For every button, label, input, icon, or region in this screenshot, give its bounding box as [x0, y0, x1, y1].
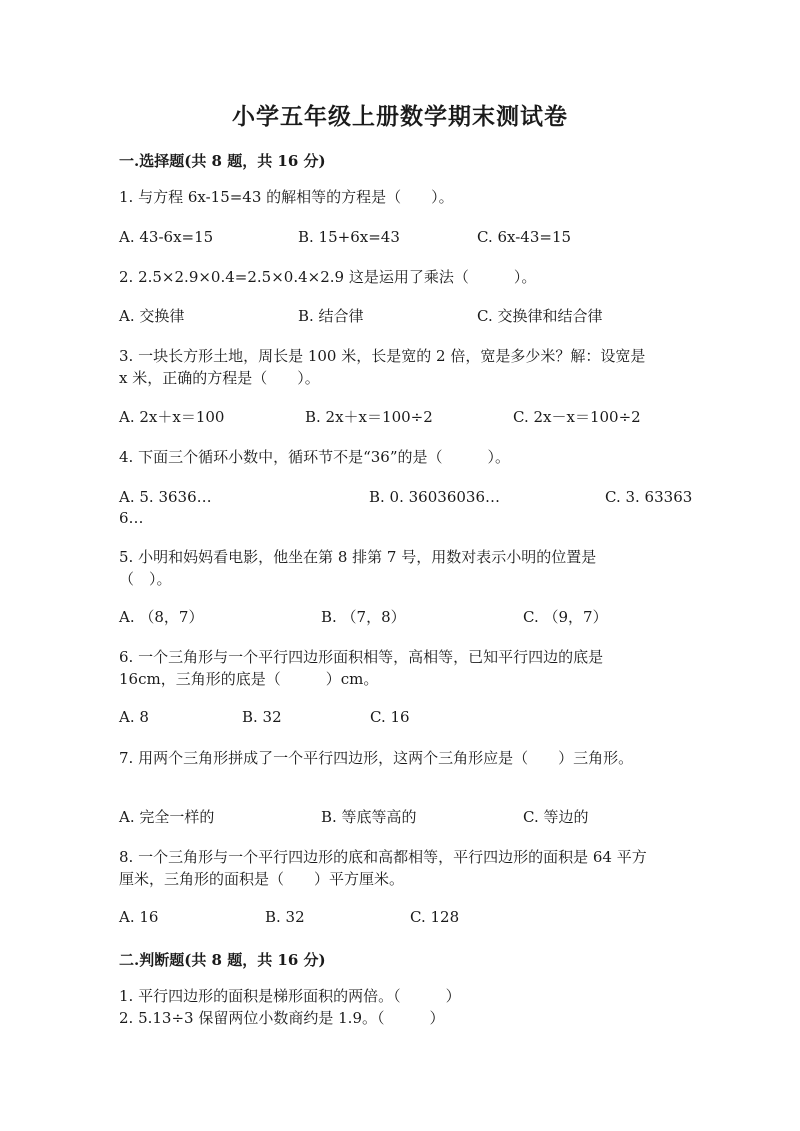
question-1-options: [119, 226, 689, 248]
judgment-1: 1. 平行四边形的面积是梯形面积的两倍。（ ）: [119, 987, 461, 1005]
judgment-2: 2. 5.13÷3 保留两位小数商约是 1.9。（ ）: [119, 1009, 445, 1027]
option-a[interactable]: A. 43-6x=15: [119, 228, 214, 246]
option-a[interactable]: A. 交换律: [119, 307, 185, 325]
option-b[interactable]: B. 结合律: [298, 307, 364, 325]
option-c-continuation: 6…: [119, 509, 144, 527]
question-8-line-1: 8. 一个三角形与一个平行四边形的底和高都相等，平行四边形的面积是 64 平方: [119, 848, 647, 866]
question-8-options: [119, 906, 689, 928]
question-5-line-1: 5. 小明和妈妈看电影，他坐在第 8 排第 7 号，用数对表示小明的位置是: [119, 548, 597, 566]
option-c[interactable]: C. 6x-43=15: [477, 228, 572, 246]
option-b[interactable]: B. 0. 36036036…: [369, 488, 500, 506]
question-5-line-2: （ ）。: [119, 570, 172, 588]
question-5-options: [119, 606, 689, 628]
option-b[interactable]: B. 32: [242, 708, 282, 726]
question-3-line-2: x 米，正确的方程是（ ）。: [119, 369, 320, 387]
question-2-options: [119, 305, 689, 327]
option-c[interactable]: C. 交换律和结合律: [477, 307, 603, 325]
option-b[interactable]: B. 2x＋x＝100÷2: [305, 408, 433, 426]
question-6-options: [119, 706, 689, 728]
question-8-line-2: 厘米，三角形的面积是（ ）平方厘米。: [119, 870, 405, 888]
question-4-options: [119, 486, 693, 508]
option-a[interactable]: A. 16: [119, 908, 159, 926]
question-6-line-1: 6. 一个三角形与一个平行四边形面积相等，高相等，已知平行四边的底是: [119, 648, 604, 666]
option-b[interactable]: B. 15+6x=43: [298, 228, 400, 246]
question-5: [119, 546, 679, 590]
question-2: 2. 2.5×2.9×0.4=2.5×0.4×2.9 这是运用了乘法（ ）。: [119, 268, 537, 286]
section-heading-judgment: 二.判断题(共 8 题，共 16 分): [119, 951, 326, 969]
question-3-options: [119, 406, 689, 428]
option-b[interactable]: B. （7，8）: [321, 608, 406, 626]
question-3-line-1: 3. 一块长方形土地，周长是 100 米，长是宽的 2 倍，宽是多少米？解：设宽是: [119, 347, 646, 365]
option-a[interactable]: A. 8: [119, 708, 149, 726]
page-title: 小学五年级上册数学期末测试卷: [232, 103, 568, 130]
option-b[interactable]: B. 等底等高的: [321, 808, 417, 826]
question-6-line-2: 16cm，三角形的底是（ ）cm。: [119, 670, 379, 688]
option-c[interactable]: C. 2x－x＝100÷2: [513, 408, 641, 426]
option-a[interactable]: A. 完全一样的: [119, 808, 215, 826]
question-6: [119, 646, 679, 690]
question-8: [119, 846, 679, 890]
option-c[interactable]: C. （9，7）: [523, 608, 608, 626]
option-a[interactable]: A. 5. 3636…: [119, 488, 212, 506]
option-c[interactable]: C. 3. 63363: [605, 488, 693, 506]
question-7: 7. 用两个三角形拼成了一个平行四边形，这两个三角形应是（ ）三角形。: [119, 749, 634, 767]
option-b[interactable]: B. 32: [265, 908, 305, 926]
section-heading-choice: 一.选择题(共 8 题，共 16 分): [119, 152, 326, 170]
question-3: [119, 345, 679, 389]
option-c[interactable]: C. 等边的: [523, 808, 589, 826]
option-c[interactable]: C. 128: [410, 908, 460, 926]
question-1: 1. 与方程 6x-15=43 的解相等的方程是（ ）。: [119, 188, 454, 206]
option-a[interactable]: A. （8，7）: [119, 608, 204, 626]
question-7-options: [119, 806, 689, 828]
question-4: 4. 下面三个循环小数中，循环节不是“36”的是（ ）。: [119, 448, 511, 466]
option-a[interactable]: A. 2x＋x＝100: [119, 408, 225, 426]
option-c[interactable]: C. 16: [370, 708, 410, 726]
